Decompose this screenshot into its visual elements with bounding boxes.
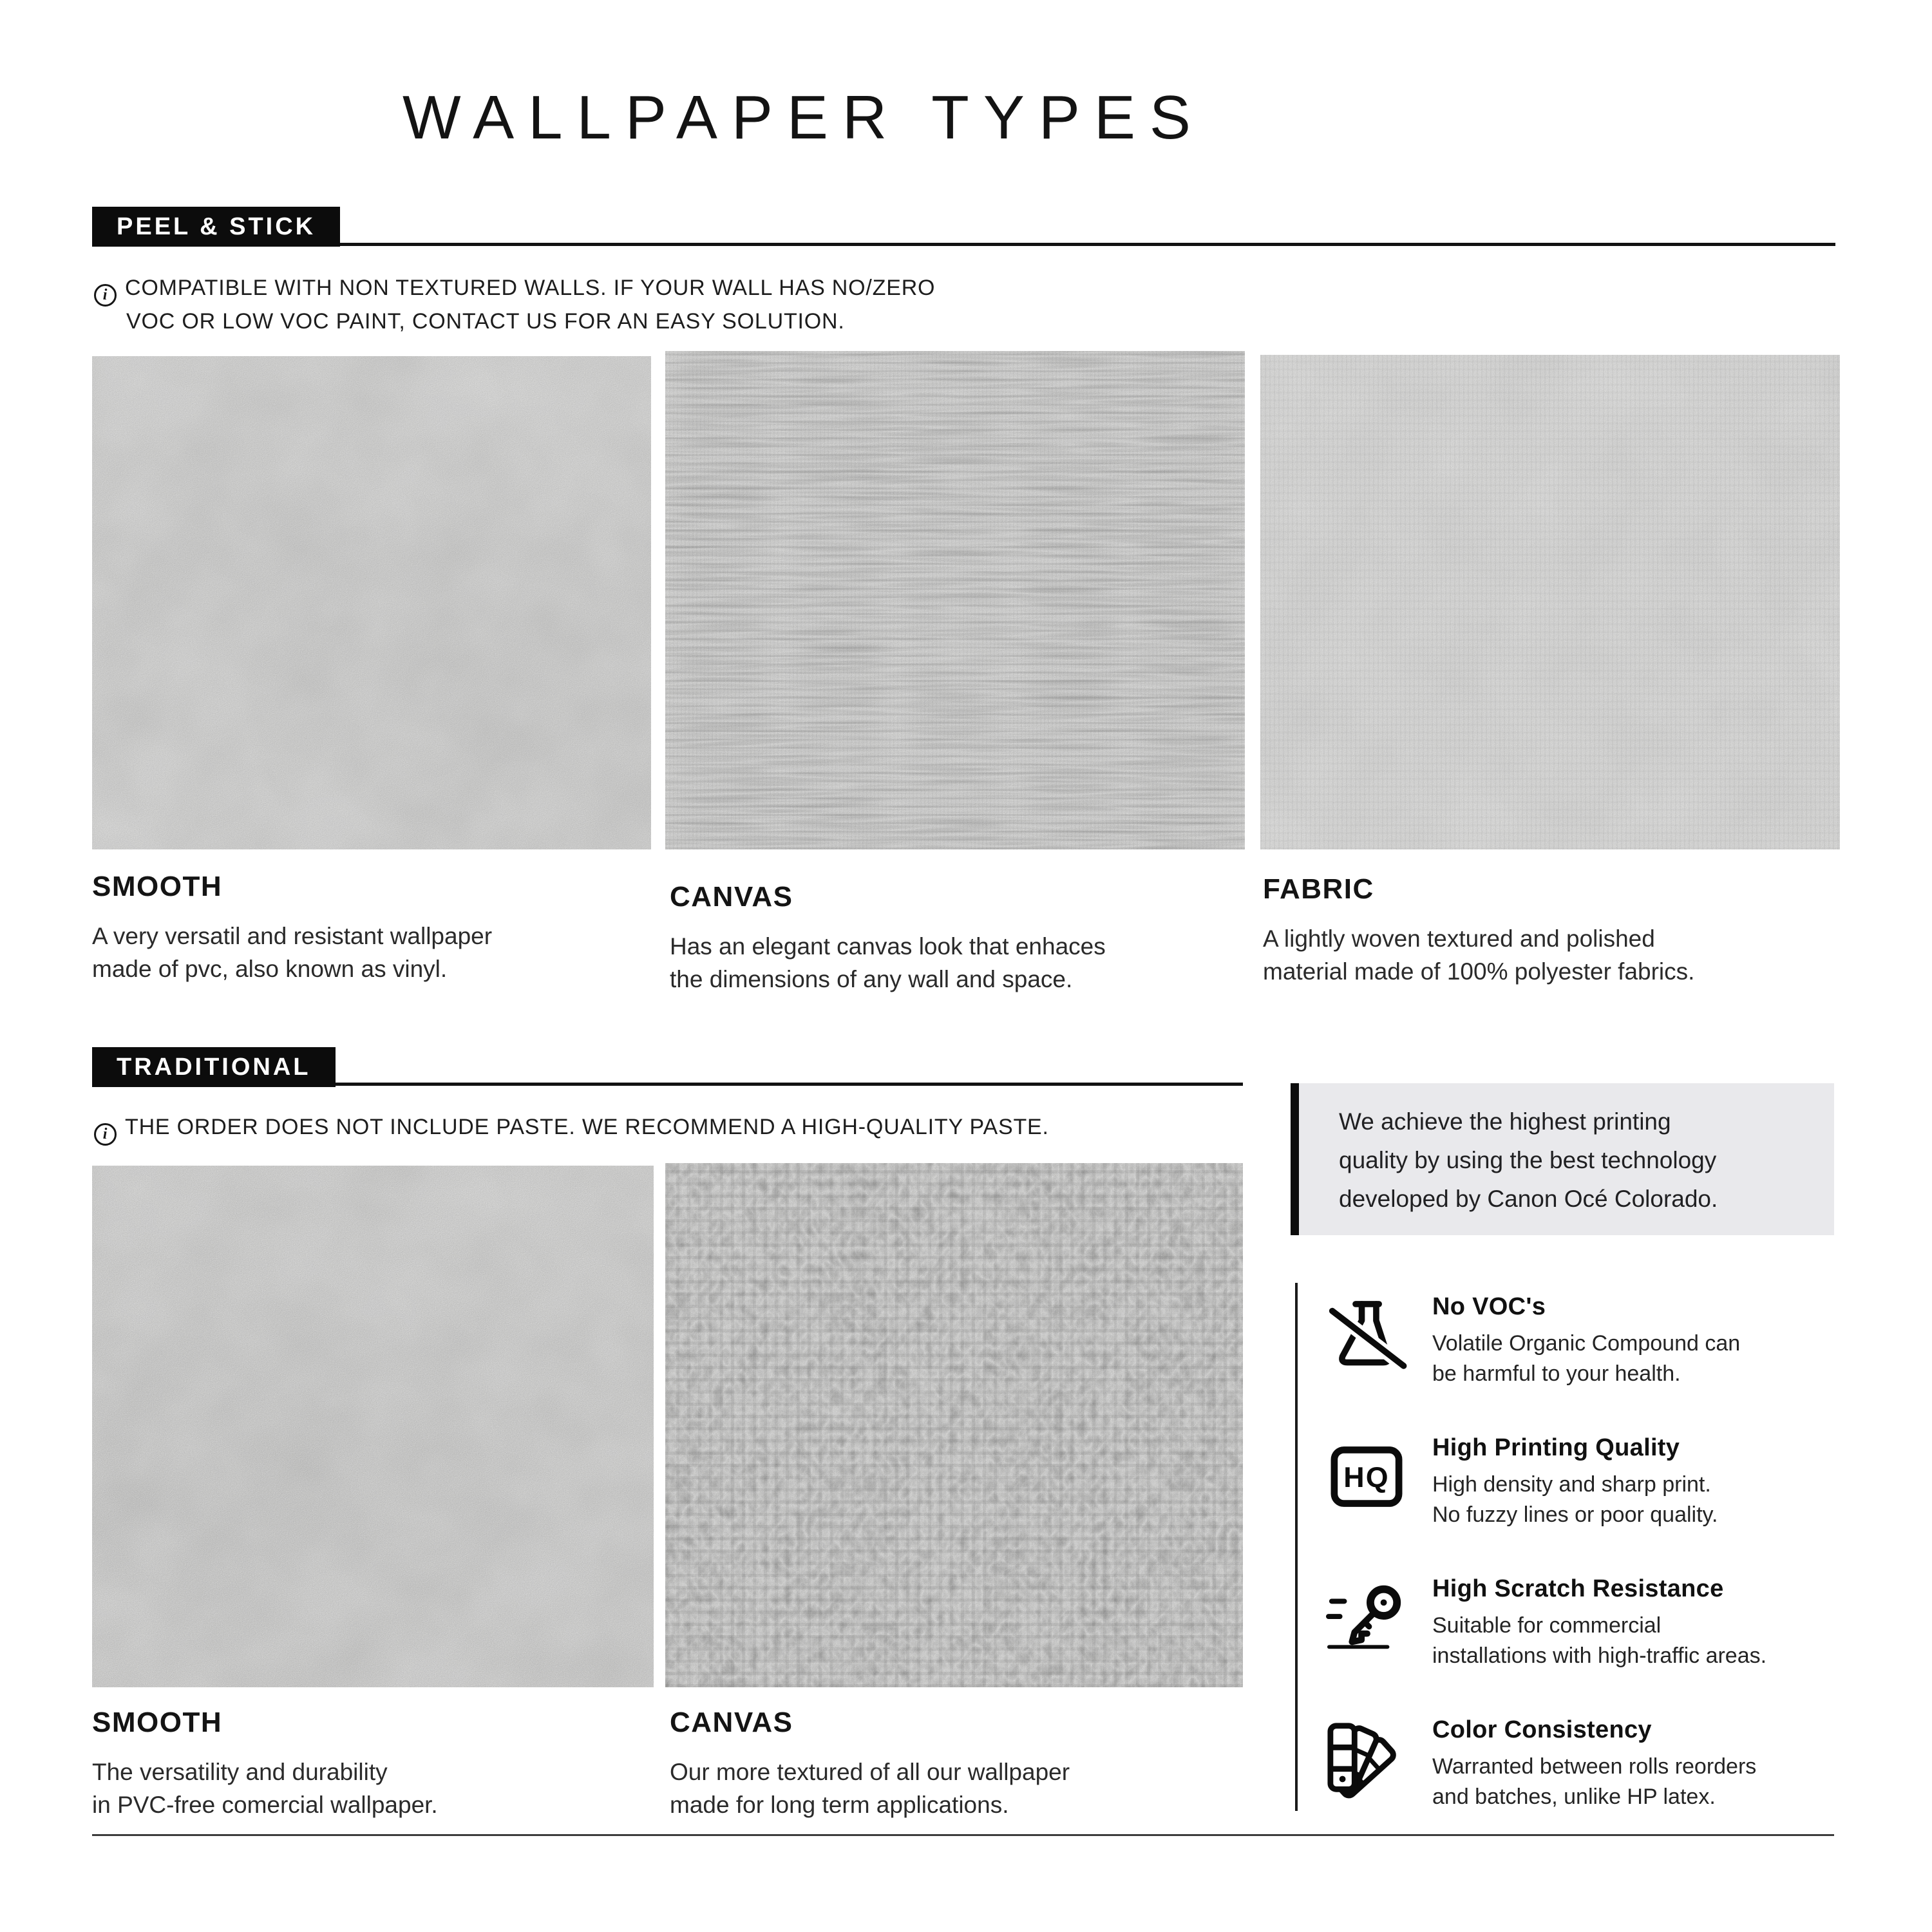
- note-text: THE ORDER DOES NOT INCLUDE PASTE. WE RECOMMEND A HIGH-QUALITY PASTE.: [125, 1115, 1049, 1139]
- desc-line: made for long term applications.: [670, 1792, 1009, 1818]
- swatch-name-smooth: SMOOTH: [92, 871, 223, 902]
- desc-line: be harmful to your health.: [1432, 1361, 1681, 1386]
- note-line: [94, 273, 935, 307]
- swatch-name-smooth: SMOOTH: [92, 1707, 223, 1738]
- desc-line: installations with high-traffic areas.: [1432, 1643, 1767, 1668]
- page-title: WALLPAPER TYPES: [402, 83, 1205, 152]
- swatch-peel-canvas: [665, 351, 1245, 849]
- info-circle-icon: i: [94, 284, 117, 307]
- feature-title: No VOC's: [1432, 1293, 1546, 1320]
- feature-text: [1432, 1716, 1756, 1812]
- peel-stick-rule: [92, 243, 1835, 246]
- svg-text:HQ: HQ: [1343, 1461, 1390, 1493]
- desc-line: Volatile Organic Compound can: [1432, 1331, 1741, 1356]
- info-circle-icon: i: [94, 1123, 117, 1146]
- swatch-name-canvas: CANVAS: [670, 1707, 793, 1738]
- hq-badge-icon: [1325, 1435, 1408, 1518]
- desc-line: High density and sharp print.: [1432, 1472, 1711, 1497]
- desc-line: No fuzzy lines or poor quality.: [1432, 1502, 1718, 1527]
- swatch-name-fabric: FABRIC: [1263, 873, 1374, 905]
- note-line: [94, 1112, 1049, 1146]
- desc-line: made of pvc, also known as vinyl.: [92, 956, 448, 982]
- traditional-note: [94, 1112, 1049, 1146]
- desc-line: Warranted between rolls reorders: [1432, 1754, 1757, 1779]
- feature-text: [1432, 1434, 1718, 1530]
- note-text: COMPATIBLE WITH NON TEXTURED WALLS. IF YOUR WALL HAS NO/ZERO: [125, 276, 936, 300]
- feature-text: [1432, 1575, 1766, 1671]
- swatch-desc-canvas: [670, 930, 1106, 996]
- feature-title: High Scratch Resistance: [1432, 1575, 1724, 1602]
- no-voc-flask-icon: [1325, 1294, 1408, 1377]
- desc-line: A very versatil and resistant wallpaper: [92, 923, 493, 949]
- key-scratch-icon: [1325, 1577, 1408, 1659]
- desc-line: Suitable for commercial: [1432, 1613, 1662, 1638]
- feature-desc: [1432, 1752, 1756, 1812]
- swatch-name-canvas: CANVAS: [670, 881, 793, 913]
- color-swatches-icon: [1325, 1718, 1408, 1800]
- feature-title: High Printing Quality: [1432, 1434, 1680, 1461]
- feature-list: [1325, 1293, 1847, 1857]
- desc-line: and batches, unlike HP latex.: [1432, 1785, 1716, 1809]
- feature-desc: [1432, 1611, 1766, 1671]
- swatch-desc-canvas: [670, 1756, 1070, 1821]
- desc-line: A lightly woven textured and polished: [1263, 925, 1655, 952]
- swatch-peel-smooth: [92, 356, 651, 849]
- section-header-traditional: TRADITIONAL: [92, 1047, 336, 1087]
- callout-line: developed by Canon Océ Colorado.: [1339, 1186, 1718, 1212]
- swatch-traditional-smooth: [92, 1166, 654, 1687]
- feature-high-printing-quality: [1325, 1434, 1847, 1530]
- swatch-desc-smooth: [92, 920, 492, 985]
- footer-divider-line: [92, 1834, 1834, 1836]
- swatch-peel-fabric: [1260, 355, 1840, 849]
- printing-quality-callout: [1299, 1083, 1834, 1235]
- feature-color-consistency: [1325, 1716, 1847, 1812]
- swatch-desc-fabric: [1263, 922, 1694, 988]
- swatch-desc-smooth: [92, 1756, 438, 1821]
- desc-line: The versatility and durability: [92, 1759, 388, 1785]
- desc-line: Our more textured of all our wallpaper: [670, 1759, 1070, 1785]
- feature-desc: [1432, 1329, 1740, 1389]
- desc-line: the dimensions of any wall and space.: [670, 966, 1073, 992]
- callout-line: quality by using the best technology: [1339, 1147, 1717, 1173]
- features-divider-line: [1295, 1283, 1298, 1811]
- desc-line: in PVC-free comercial wallpaper.: [92, 1792, 438, 1818]
- desc-line: material made of 100% polyester fabrics.: [1263, 958, 1695, 985]
- feature-text: [1432, 1293, 1740, 1389]
- feature-desc: [1432, 1470, 1718, 1530]
- section-header-peel-stick: PEEL & STICK: [92, 207, 340, 247]
- note-line: VOC OR LOW VOC PAINT, CONTACT US FOR AN EASY SOLUTION.: [126, 309, 845, 334]
- callout-line: We achieve the highest printing: [1339, 1108, 1671, 1135]
- feature-title: Color Consistency: [1432, 1716, 1652, 1743]
- peel-stick-note: [94, 273, 935, 337]
- swatch-traditional-canvas: [665, 1163, 1243, 1687]
- feature-high-scratch-resistance: [1325, 1575, 1847, 1671]
- feature-no-voc: [1325, 1293, 1847, 1389]
- desc-line: Has an elegant canvas look that enhaces: [670, 933, 1106, 960]
